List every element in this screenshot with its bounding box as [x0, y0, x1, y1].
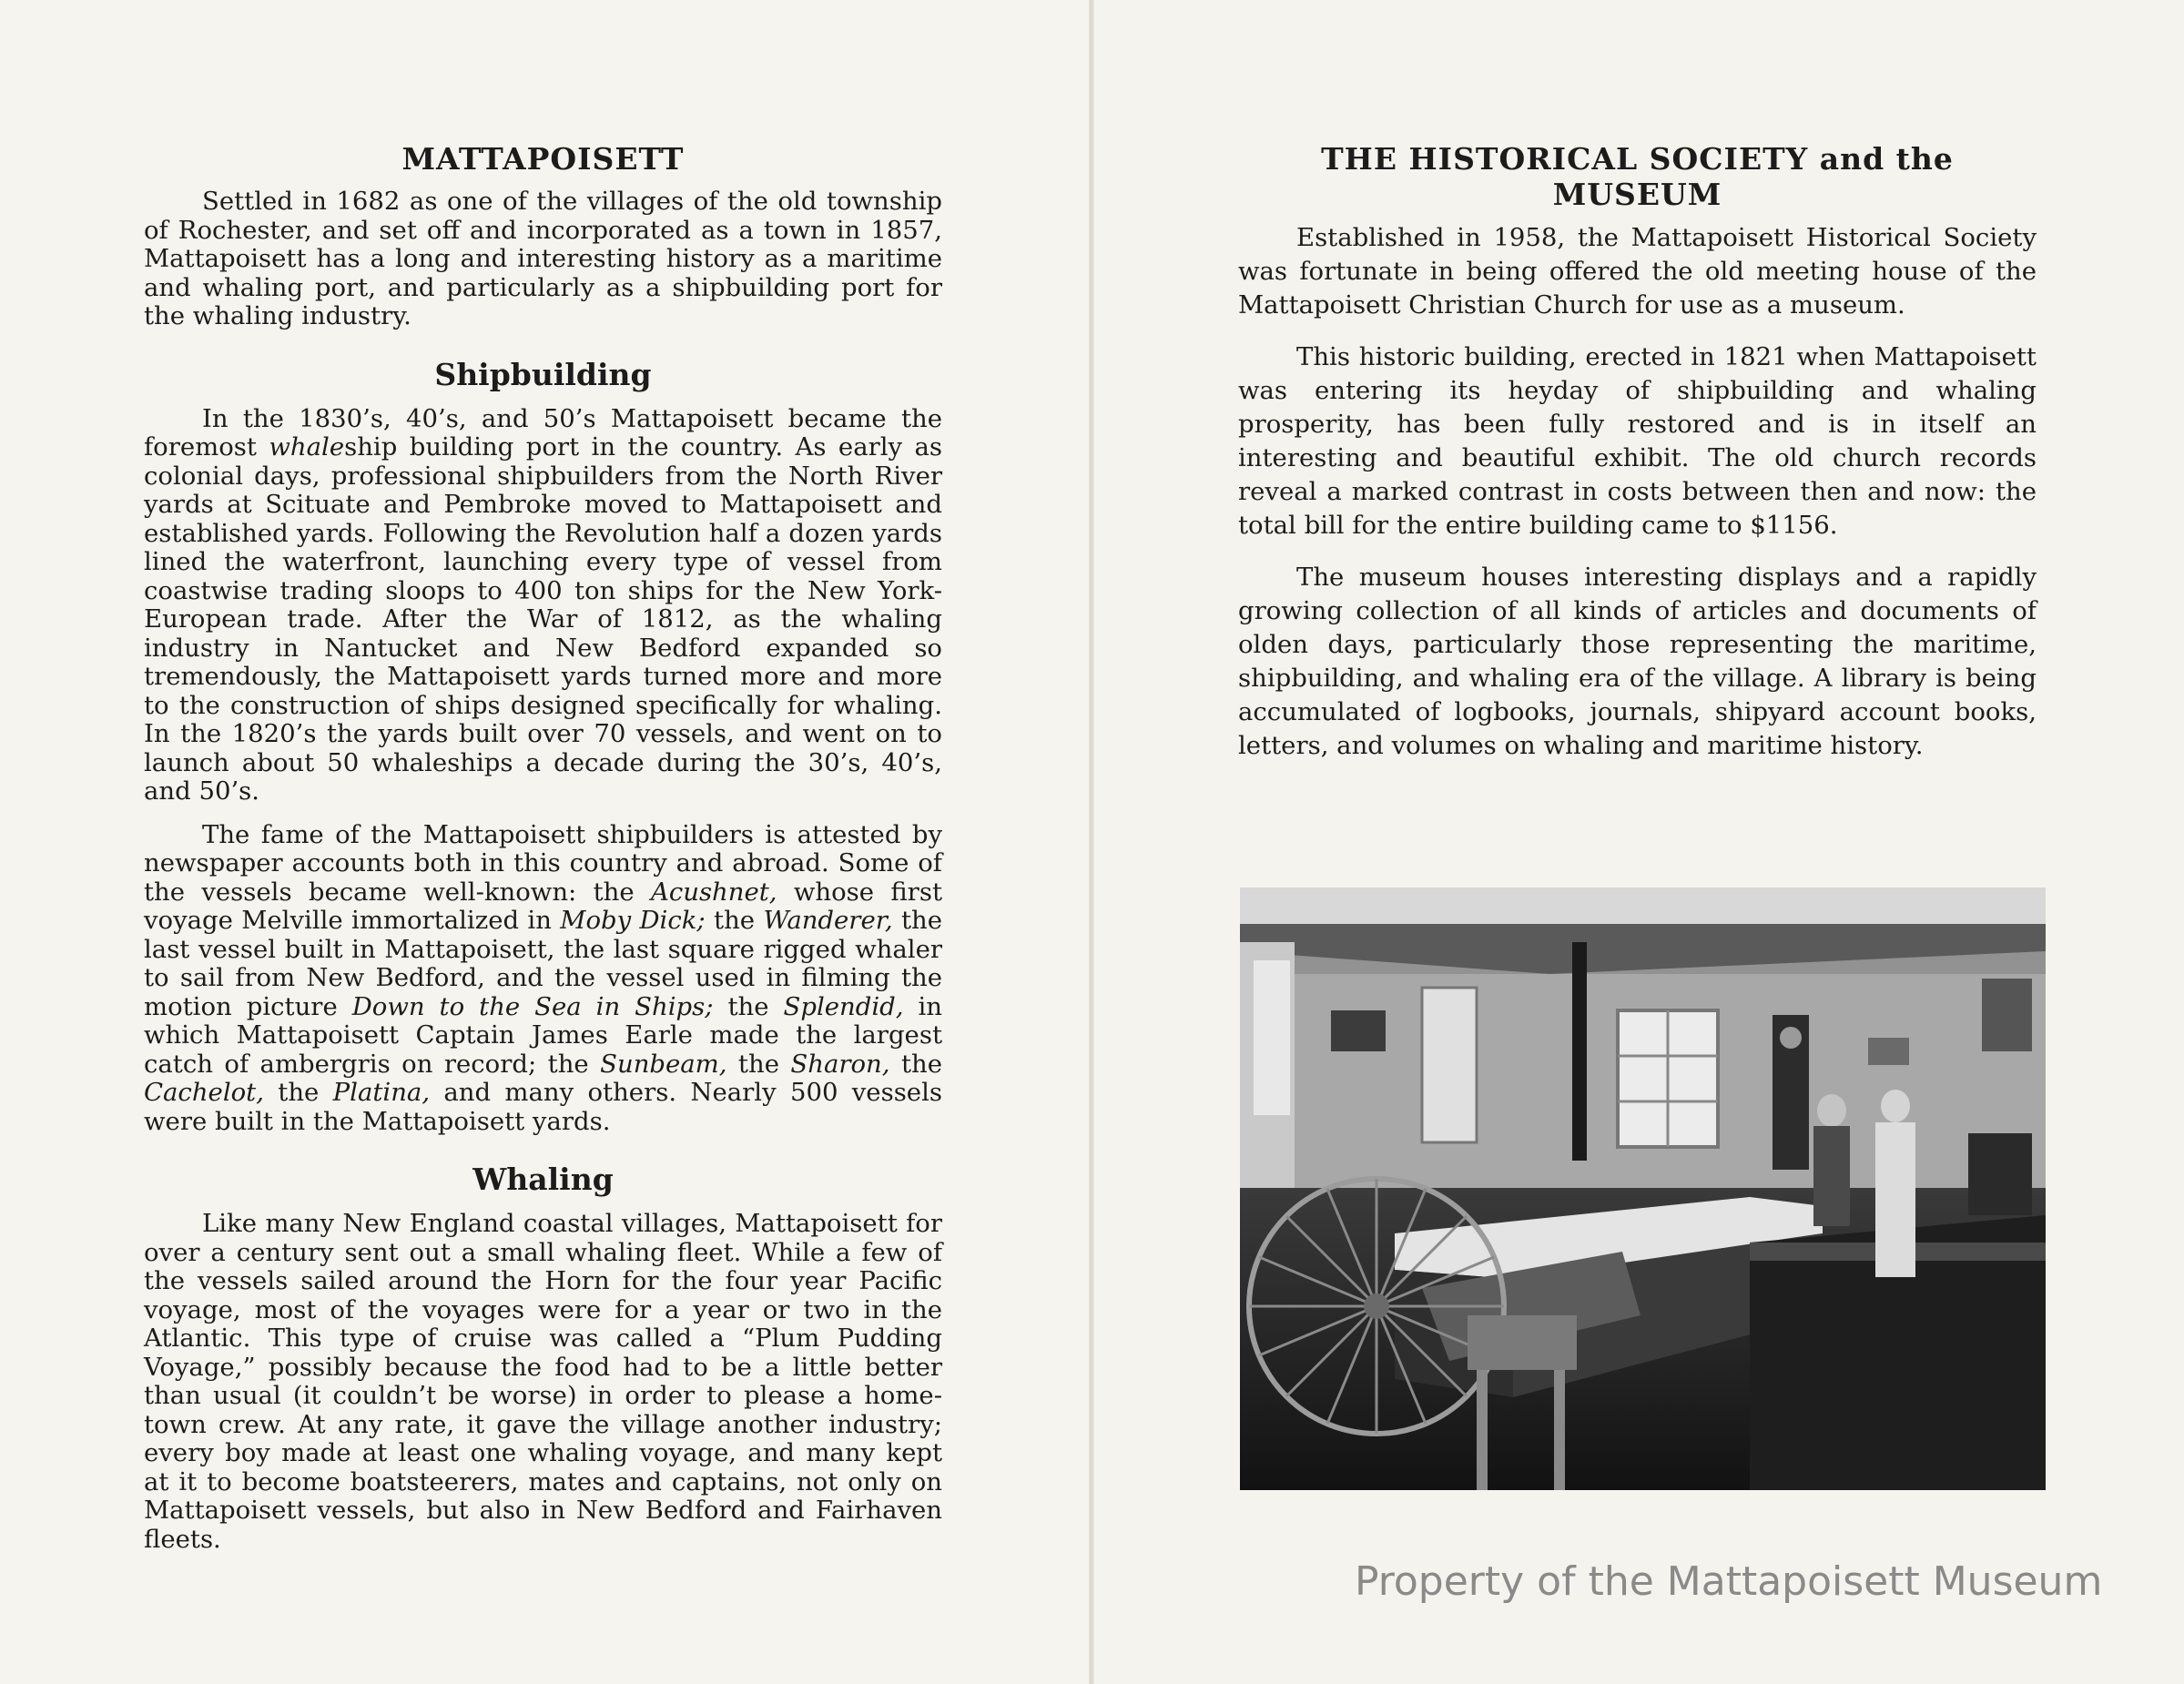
shipbuilding-paragraph-2 [144, 821, 942, 1137]
italic-span: whale [269, 432, 345, 462]
intro-paragraph: Settled in 1682 as one of the villages of the old township of Rochester, and set off and incorporated as a town in 1857, Mattapoisett has a long and interesting history as a maritime and whaling port, and particularly as a shipbuilding port for the whaling industry. [144, 187, 942, 330]
text-span: In the 1830’s, 40’s, and 50’s Mattapoisett became the foremost [144, 403, 942, 462]
text-span: whose first voyage Melville immortalized in [144, 877, 942, 935]
right-column [1238, 141, 2037, 781]
left-column [144, 141, 942, 1568]
whaling-paragraph: Like many New England coastal villages, Mattapoisett for over a century sent out a small whaling fleet. While a few of the vessels sailed around the Horn for the four year Pacific voyage, most of the voyages were for a year or two in the Atlantic. This type of cruise was called a “Plum Pudding Voyage,” possibly because the food had to be a little better than usual (it couldn’t be worse) in order to please a home-town crew. At any rate, it gave the village another industry; every boy made at least one whaling voyage, and many kept at it to become boatsteerers, mates and captains, not only on Mattapoisett vessels, but also in New Bedford and Fairhaven fleets. [144, 1209, 942, 1554]
shipbuilding-paragraph-1 [144, 405, 942, 806]
film-title: Down to the Sea in Ships; [351, 991, 714, 1021]
text-span: the last vessel built in Mattapoisett, the last square rigged whaler to sail from New Bedford, and the vessel used in filming the motion picture [144, 906, 942, 1021]
page-fold [1089, 0, 1094, 1684]
shipbuilding-heading: Shipbuilding [434, 356, 652, 392]
text-span: the [705, 906, 764, 935]
text-span: the [713, 991, 784, 1021]
mattapoisett-title: MATTAPOISETT [401, 141, 685, 177]
vessel-name: Acushnet, [650, 877, 777, 907]
text-span: the [263, 1078, 333, 1107]
vessel-name: Sunbeam, [600, 1049, 727, 1079]
vessel-name: Splendid, [783, 991, 904, 1021]
text-span: ship building port in the country. As early as colonial days, professional shipbuilders from the North River yards at Scituate and Pembroke moved to Mattapoisett and established yards. Following the Revolution half a dozen yards lined the waterfront, launching every type of vessel from coastwise trading sloops to 400 ton ships for the New York-European trade. After the War of 1812, as the whaling industry in Nantucket and New Bedford expanded so tremendously, the Mattapoisett yards turned more and more to the construction of ships designed specifically for whaling. In the 1820’s the yards built over 70 vessels, and went on to launch about 50 whaleships a decade during the 30’s, 40’s, and 50’s. [144, 432, 942, 806]
text-span: the [889, 1049, 942, 1079]
text-span: The fame of the Mattapoisett shipbuilders is attested by newspaper accounts both in this country and abroad. Some of the vessels became well-known: the [144, 819, 942, 907]
book-title: Moby Dick; [560, 906, 706, 935]
museum-interior-image [1240, 888, 2046, 1490]
text-span: and many others. Nearly 500 vessels were built in the Mattapoisett yards. [144, 1078, 942, 1136]
vessel-name: Wanderer, [763, 906, 893, 935]
vessel-name: Cachelot, [144, 1078, 264, 1107]
text-span: the [726, 1049, 791, 1079]
text-span: in which Mattapoisett Captain James Earle made the largest catch of ambergris on record; the [144, 991, 942, 1079]
society-paragraph-3: The museum houses interesting displays and a rapidly growing collection of all kinds of articles and documents of olden days, particularly those representing the maritime, shipbuilding, and whaling era of the village. A library is being accumulated of logbooks, journals, shipyard account books, letters, and volumes on whaling and maritime history. [1238, 563, 2037, 760]
vessel-name: Platina, [332, 1078, 431, 1107]
historical-society-title: THE HISTORICAL SOCIETY and the MUSEUM [1321, 141, 1954, 212]
society-paragraph-1: Established in 1958, the Mattapoisett Historical Society was fortunate in being offered the old meeting house of the Mattapoisett Christian Church for use as a museum. [1238, 223, 2037, 320]
society-paragraph-2: This historic building, erected in 1821 when Mattapoisett was entering its heyday of shipbuilding and whaling prosperity, has been fully restored and is in itself an interesting and beautiful exhibit. The old church records reveal a marked contrast in costs between then and now: the total bill for the entire building came to $1156. [1238, 342, 2037, 540]
museum-interior-photo [1240, 888, 2046, 1490]
whaling-heading: Whaling [472, 1162, 614, 1197]
vessel-name: Sharon, [790, 1049, 890, 1079]
museum-watermark: Property of the Mattapoisett Museum [1355, 1558, 2103, 1605]
